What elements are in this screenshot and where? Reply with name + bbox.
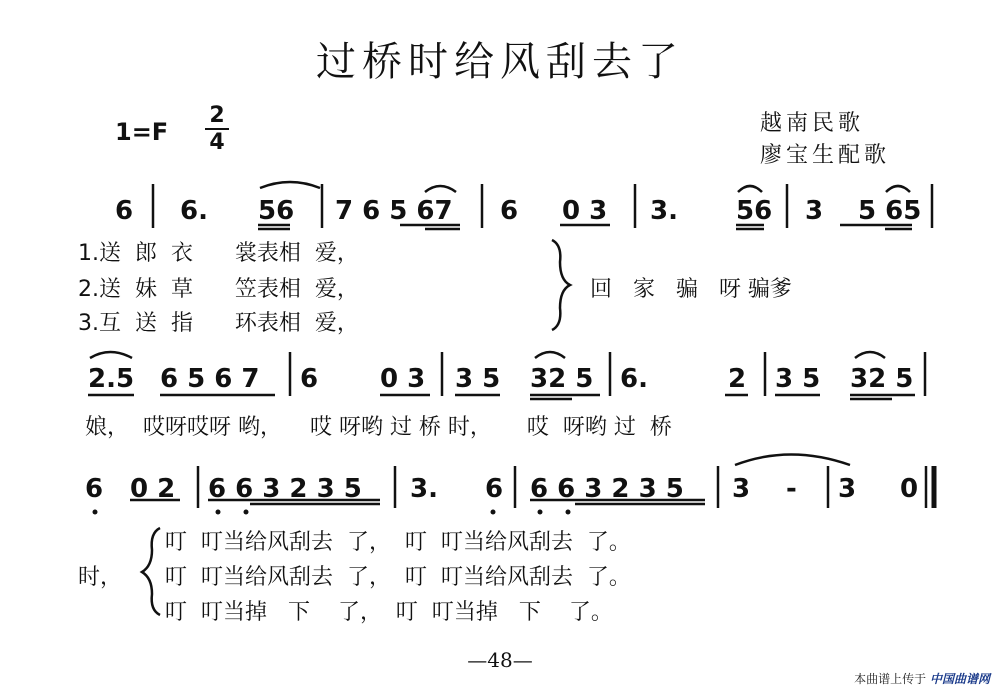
- upload-label: 本曲谱上传于: [854, 672, 927, 686]
- note: -: [786, 474, 797, 504]
- site-name: 中国曲谱网: [929, 672, 990, 686]
- note: 0 3: [562, 196, 608, 226]
- page-number: —48—: [467, 648, 533, 672]
- note: 32 5: [530, 364, 594, 394]
- note: 2: [728, 364, 747, 394]
- note: 56: [258, 196, 295, 226]
- note: 0 2: [130, 474, 176, 504]
- note: 0 3: [380, 364, 426, 394]
- note: 3: [838, 474, 857, 504]
- note: 3 5: [775, 364, 821, 394]
- note: 6: [85, 474, 104, 504]
- note: 5 65: [858, 196, 922, 226]
- meter-bottom: 4: [209, 130, 225, 155]
- credit-lyricist: 廖宝生配歌: [760, 143, 891, 168]
- lyrics-line-2: 娘， 哎呀哎呀 哟， 哎 呀哟 过 桥 时， 哎 呀哟 过 桥: [85, 415, 672, 440]
- credit-origin: 越南民歌: [760, 111, 865, 136]
- note: 7 6 5 67: [335, 196, 453, 226]
- verse-3-line-1: 3.互 送 指 环表相 爱，: [78, 311, 359, 336]
- note: 6: [115, 196, 134, 226]
- note: 6 5 6 7: [160, 364, 260, 394]
- note: 3: [732, 474, 751, 504]
- note: 56: [736, 196, 773, 226]
- note: 32 5: [850, 364, 914, 394]
- verse-2-line-3: 叮 叮当给风刮去 了， 叮 叮当给风刮去 了。: [165, 565, 631, 590]
- note: 6: [485, 474, 504, 504]
- verse-2-line-1: 2.送 妹 草 笠表相 爱，: [78, 277, 359, 302]
- lyrics-lead: 时，: [78, 565, 123, 590]
- note: 6 6 3 2 3 5: [530, 474, 684, 504]
- key-signature: 1=F: [115, 118, 169, 146]
- upload-watermark: [854, 670, 990, 687]
- verse-3-line-3: 叮 叮当掉 下 了， 叮 叮当掉 下 了。: [165, 600, 613, 625]
- note: 3: [805, 196, 824, 226]
- note: 6.: [180, 196, 208, 226]
- refrain-line-1: 回 家 骗 呀 骗爹: [590, 277, 792, 302]
- note: 2.5: [88, 364, 135, 394]
- note: 6: [300, 364, 319, 394]
- page-title: 过桥时给风刮去了: [316, 39, 684, 85]
- note: 3.: [410, 474, 438, 504]
- verse-1-line-1: 1.送 郎 衣 裳表相 爱，: [78, 241, 359, 266]
- note: 6: [500, 196, 519, 226]
- meter-top: 2: [209, 103, 225, 128]
- verse-1-line-3: 叮 叮当给风刮去 了， 叮 叮当给风刮去 了。: [165, 530, 631, 555]
- note: 0: [900, 474, 919, 504]
- note: 6.: [620, 364, 648, 394]
- note: 3.: [650, 196, 678, 226]
- note: 6 6 3 2 3 5: [208, 474, 362, 504]
- note: 3 5: [455, 364, 501, 394]
